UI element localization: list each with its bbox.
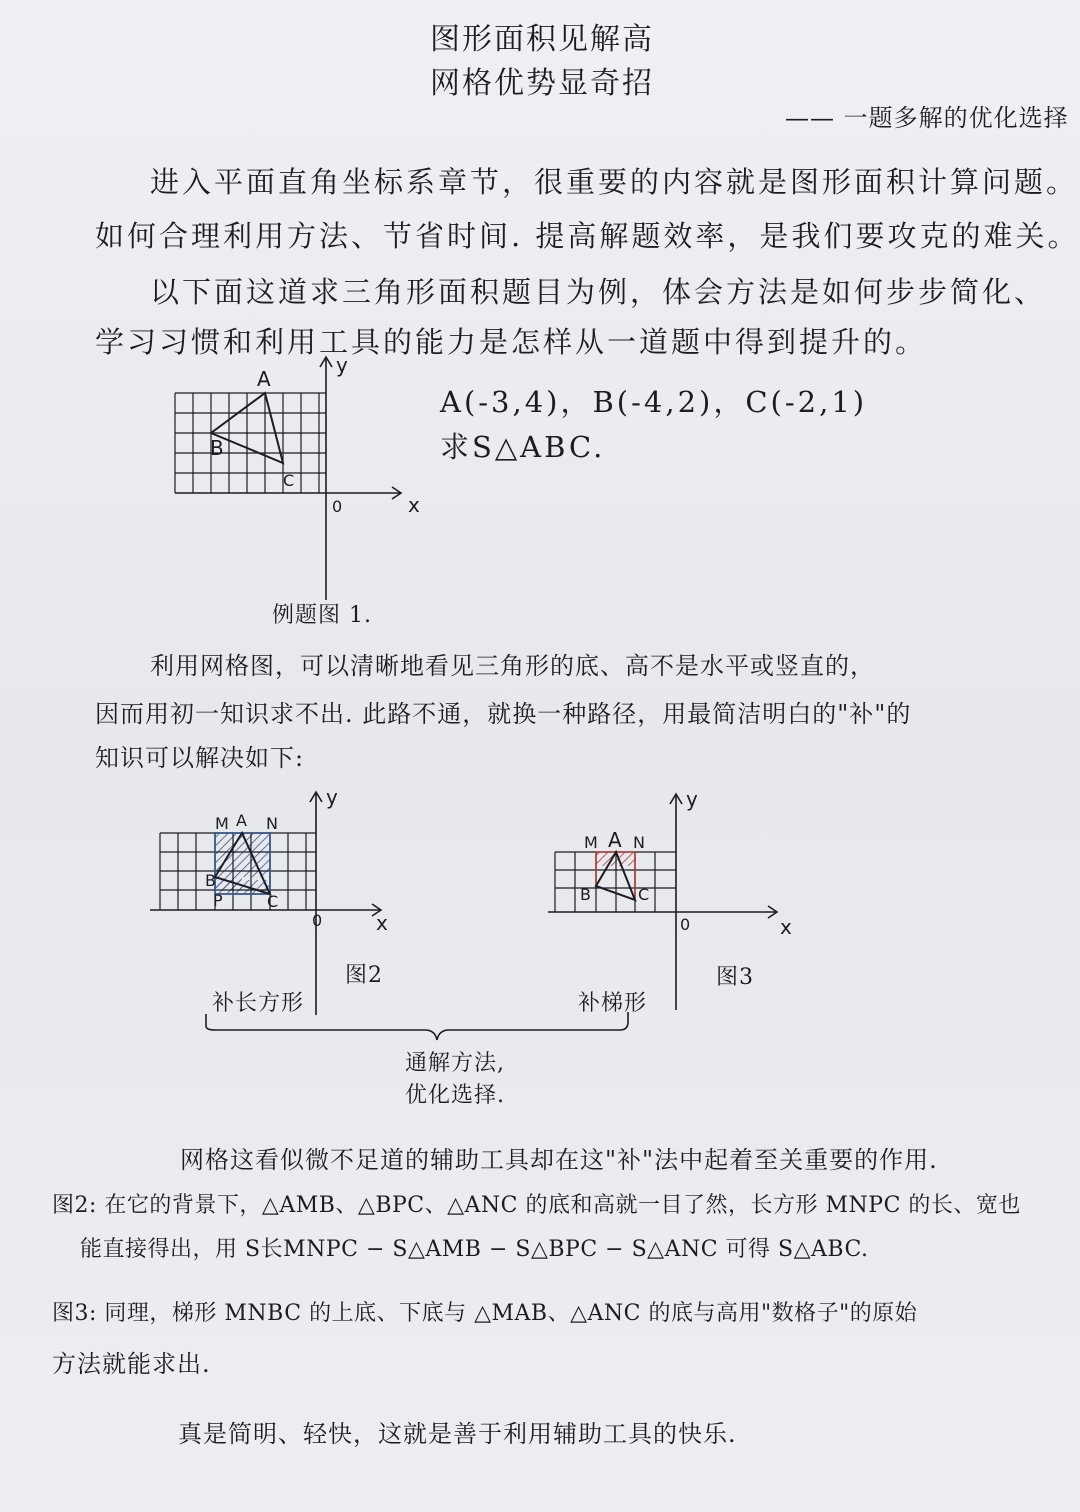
conclusion-p1: 网格这看似微不足道的辅助工具却在这"补"法中起着至关重要的作用.: [180, 1146, 938, 1174]
figure1-point-a: A: [257, 367, 271, 391]
figure3-point-a: A: [608, 828, 622, 852]
figure1-point-b: B: [210, 436, 224, 460]
figure2-x-label: x: [376, 911, 388, 935]
analysis-line3: 知识可以解决如下:: [95, 744, 305, 772]
figure2-origin-label: 0: [312, 911, 323, 930]
figure3-method-label: 补梯形: [578, 991, 648, 1016]
figure3-grid: [555, 852, 676, 912]
figure3-caption: 图3: [716, 965, 754, 990]
conclusion-fig3-line1: 图3: 同理，梯形 MNBC 的上底、下底与 △MAB、△ANC 的底与高用"数格子"的原始: [52, 1301, 918, 1326]
figure2-point-c: C: [267, 892, 279, 911]
figure3-point-m: M: [584, 833, 598, 852]
figure3-origin-label: 0: [680, 915, 691, 934]
analysis-line2: 因而用初一知识求不出. 此路不通，就换一种路径，用最简洁明白的"补"的: [95, 700, 912, 728]
figure2-method-label: 补长方形: [212, 991, 305, 1016]
intro-p1-line2: 如何合理利用方法、节省时间. 提高解题效率，是我们要攻克的难关。: [95, 219, 1080, 253]
intro-p2-line2: 学习习惯和利用工具的能力是怎样从一道题中得到提升的。: [95, 325, 928, 359]
conclusion-fig3-line2: 方法就能求出.: [52, 1350, 211, 1378]
figure3-y-label: y: [686, 787, 698, 811]
figure3-point-b: B: [580, 885, 591, 904]
problem-ask: 求S△ABC.: [440, 430, 606, 464]
figure2-point-p: P: [213, 891, 223, 910]
brace-note-line2: 优化选择.: [405, 1083, 505, 1108]
subtitle: —— 一题多解的优化选择: [785, 104, 1069, 132]
figure2-point-a: A: [236, 811, 247, 830]
intro-p1-line1: 进入平面直角坐标系章节，很重要的内容就是图形面积计算问题。: [150, 165, 1079, 199]
figure2-brace: [206, 1012, 628, 1040]
title-line-1: 图形面积见解高: [430, 22, 654, 57]
analysis-line1: 利用网格图，可以清晰地看见三角形的底、高不是水平或竖直的，: [150, 652, 875, 680]
conclusion-fig2-line1: 图2: 在它的背景下，△AMB、△BPC、△ANC 的底和高就一目了然，长方形 MNPC 的长、宽也: [52, 1193, 1021, 1218]
figure1-grid: [175, 393, 326, 493]
title-line-2: 网格优势显奇招: [430, 66, 654, 101]
figure2-point-m: M: [215, 814, 229, 833]
problem-coordinates: A(-3,4)，B(-4,2)，C(-2,1): [440, 385, 868, 419]
figure1-x-label: x: [408, 493, 420, 517]
figure1-caption: 例题图 1.: [272, 603, 372, 628]
figure2-y-label: y: [326, 785, 338, 809]
figure2-point-n: N: [266, 814, 278, 833]
figure2-point-b: B: [205, 871, 216, 890]
figure1-point-c: C: [283, 471, 295, 490]
figure3-point-c: C: [638, 885, 650, 904]
figure3-x-label: x: [780, 915, 792, 939]
conclusion-fig2-line2: 能直接得出，用 S长MNPC − S△AMB − S△BPC − S△ANC 可得 S△ABC.: [80, 1237, 869, 1262]
figure1-origin-label: 0: [332, 497, 343, 516]
figure3-point-n: N: [633, 833, 645, 852]
figure1-y-label: y: [336, 353, 348, 377]
closing-line: 真是简明、轻快，这就是善于利用辅助工具的快乐.: [178, 1420, 737, 1448]
brace-note-line1: 通解方法,: [405, 1051, 505, 1076]
intro-p2-line1: 以下面这道求三角形面积题目为例，体会方法是如何步步简化、: [150, 275, 1047, 309]
figure2-caption: 图2: [345, 963, 383, 988]
